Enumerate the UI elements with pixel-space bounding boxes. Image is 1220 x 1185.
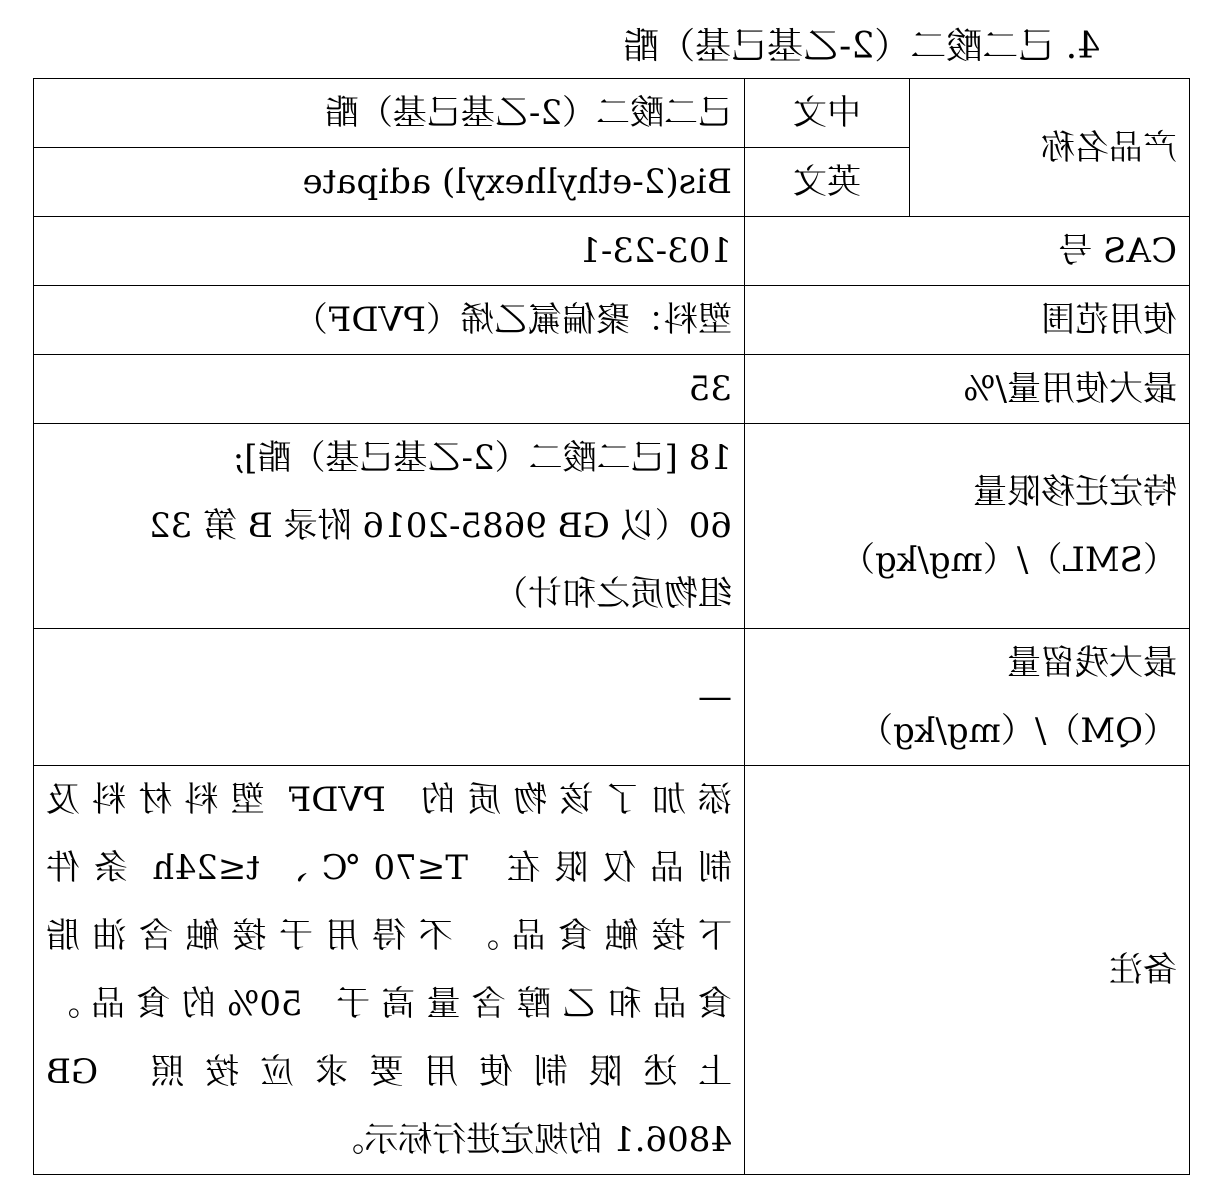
notes-line: 食品和乙醇含量高于 50%的食品。: [46, 984, 732, 1024]
table-row: [34, 217, 1190, 286]
sml-value-line: 60（以 GB 9685-2016 附录 B 第 32: [148, 506, 732, 546]
scope-value: 塑料：聚偏氟乙烯（PVDF）: [34, 286, 745, 355]
sml-value: [34, 424, 745, 629]
chinese-label: 中文: [745, 79, 910, 148]
scope-label: 使用范围: [745, 286, 1190, 355]
table-row: [34, 79, 1190, 148]
substance-table: [33, 78, 1190, 1175]
qm-label-line: 最大残留量: [1007, 643, 1177, 683]
table-row: [34, 629, 1190, 766]
cas-value: 103-23-1: [34, 217, 745, 286]
sml-value-line: 18 [己二酸二（2-乙基己基）酯];: [232, 438, 732, 478]
notes-label: 备注: [745, 766, 1190, 1175]
chinese-value: 己二酸二（2-乙基己基）酯: [34, 79, 745, 148]
sml-label: [745, 424, 1190, 629]
max-use-value: 35: [34, 355, 745, 424]
table-row: [34, 286, 1190, 355]
sml-label-line: 特定迁移限量: [973, 472, 1177, 512]
notes-line: 制品仅限在 T≤70℃、t≤24h 条件: [46, 848, 732, 888]
english-label: 英文: [745, 148, 910, 217]
table-row: [34, 424, 1190, 629]
qm-label-line: （QM）/（mg/kg）: [859, 711, 1177, 751]
table-row: [34, 766, 1190, 1175]
qm-value: —: [34, 629, 745, 766]
max-use-label: 最大使用量/%: [745, 355, 1190, 424]
cas-label: CAS 号: [745, 217, 1190, 286]
english-value: Bis(2-ethylhexyl) adipate: [34, 148, 745, 217]
notes-line: 上述限制使用要求应按照 GB: [46, 1052, 732, 1092]
notes-line: 下接触食品。不得用于接触含油脂: [46, 916, 732, 956]
qm-label: [745, 629, 1190, 766]
sml-value-line: 组物质之和计）: [494, 574, 732, 614]
section-title: 4. 己二酸二（2-乙基己基）酯: [623, 26, 1100, 67]
sml-label-line: （SML）/（mg/kg）: [841, 540, 1177, 580]
notes-line: 添加了该物质的 PVDF 塑料材料及: [46, 780, 732, 820]
notes-value: [34, 766, 745, 1175]
table-row: [34, 355, 1190, 424]
notes-line: 4806.1 的规定进行标示。: [330, 1120, 732, 1160]
product-name-label: 产品名称: [910, 79, 1190, 217]
